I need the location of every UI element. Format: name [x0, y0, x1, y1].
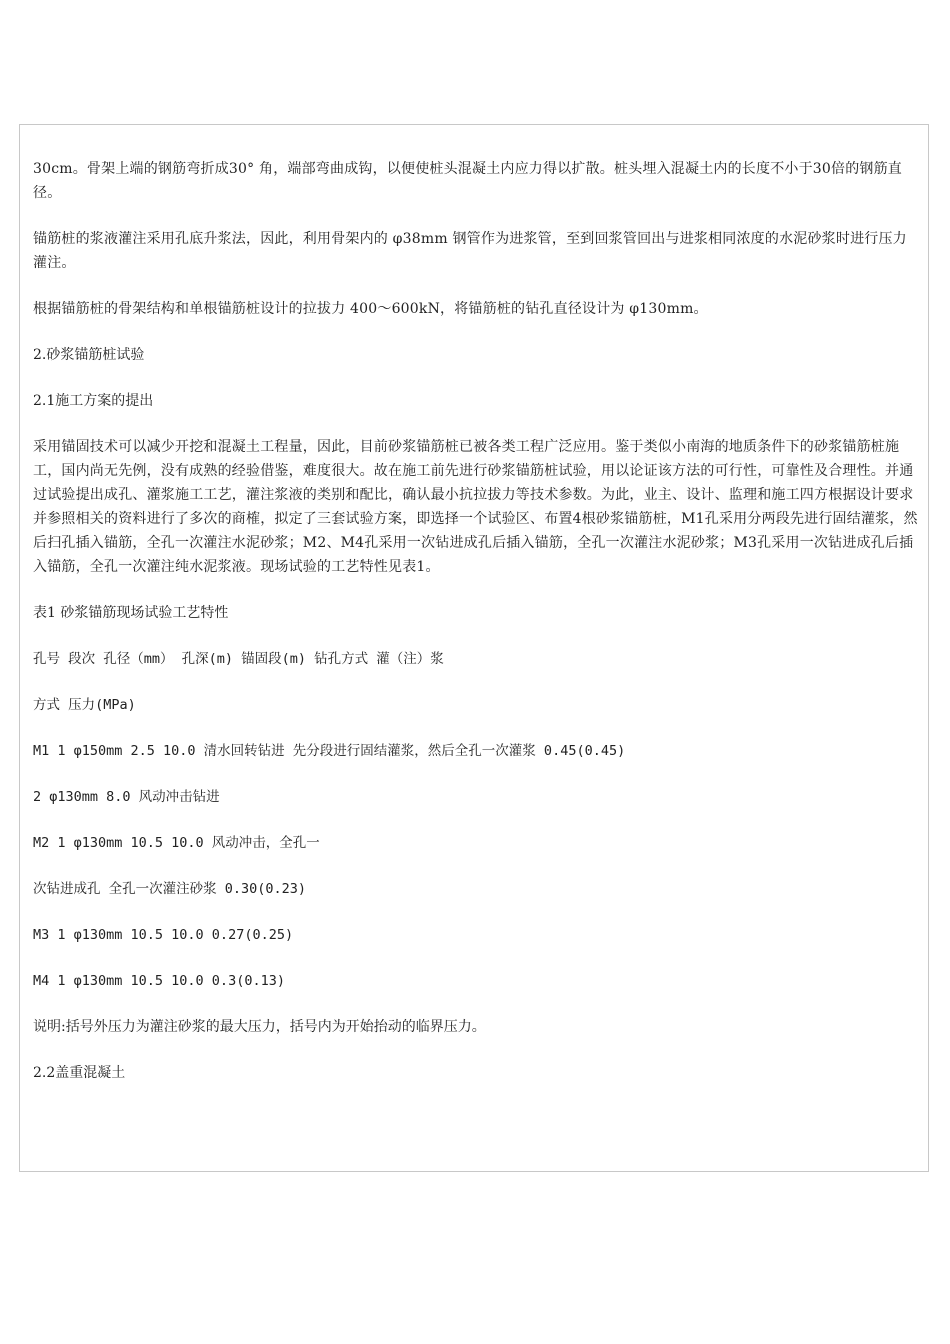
table-header-line-2: 方式 压力(MPa)	[33, 697, 136, 713]
paragraph-rebar-bend: 30cm。骨架上端的钢筋弯折成30° 角，端部弯曲成钩，以便使桩头混凝土内应力得以扩散。桩头埋入混凝土内的长度不小于30倍的钢筋直径。	[33, 161, 903, 201]
table-note: 说明:括号外压力为灌注砂浆的最大压力，括号内为开始抬动的临界压力。	[33, 1019, 486, 1035]
document-frame	[19, 124, 929, 1172]
table-row-m3: M3 1 φ130mm 10.5 10.0 0.27(0.25)	[33, 927, 294, 943]
paragraph-test-plan: 采用锚固技术可以减少开挖和混凝土工程量，因此，目前砂浆锚筋桩已被各类工程广泛应用。鉴于类似小南海的地质条件下的砂浆锚筋桩施工，国内尚无先例，没有成熟的经验借鉴，难度很大。故在施工前先进行砂浆锚筋桩试验，用以论证该方法的可行性，可靠性及合理性。并通过试验提出成孔、灌浆施工工艺，灌注浆液的类别和配比，确认最小抗拉拔力等技术参数。为此，业主、设计、监理和施工四方根据设计要求并参照相关的资料进行了多次的商榷，拟定了三套试验方案，即选择一个试验区、布置4根砂浆锚筋桩，M1孔采用分两段先进行固结灌浆，然后扫孔插入锚筋，全孔一次灌注水泥砂浆；M2、M4孔采用一次钻进成孔后插入锚筋，全孔一次灌注水泥砂浆；M3孔采用一次钻进成孔后插入锚筋，全孔一次灌注纯水泥浆液。现场试验的工艺特性见表1。	[33, 439, 918, 575]
table-row-m1-segment-2: 2 φ130mm 8.0 风动冲击钻进	[33, 789, 220, 805]
document-content	[33, 157, 918, 1107]
table-caption: 表1 砂浆锚筋现场试验工艺特性	[33, 605, 229, 621]
table-header-line-1: 孔号 段次 孔径（mm） 孔深(m) 锚固段(m) 钻孔方式 灌（注）浆	[33, 651, 444, 667]
table-row-m2-continued: 次钻进成孔 全孔一次灌注砂浆 0.30(0.23)	[33, 881, 307, 897]
paragraph-grouting-method: 锚筋桩的浆液灌注采用孔底升浆法，因此，利用骨架内的 φ38mm 钢管作为进浆管，至到回浆管回出与进浆相同浓度的水泥砂浆时进行压力灌注。	[33, 231, 907, 271]
table-row-m2: M2 1 φ130mm 10.5 10.0 风动冲击，全孔一	[33, 835, 320, 851]
section-heading-2-2: 2.2盖重混凝土	[33, 1065, 126, 1081]
table-row-m1: M1 1 φ150mm 2.5 10.0 清水回转钻进 先分段进行固结灌浆，然后全孔一次灌浆 0.45(0.45)	[33, 743, 626, 759]
paragraph-hole-diameter: 根据锚筋桩的骨架结构和单根锚筋桩设计的拉拔力 400～600kN，将锚筋桩的钻孔直径设计为 φ130mm。	[33, 301, 708, 317]
section-heading-2: 2.砂浆锚筋桩试验	[33, 347, 145, 363]
table-row-m4: M4 1 φ130mm 10.5 10.0 0.3(0.13)	[33, 973, 285, 989]
section-heading-2-1: 2.1施工方案的提出	[33, 393, 154, 409]
